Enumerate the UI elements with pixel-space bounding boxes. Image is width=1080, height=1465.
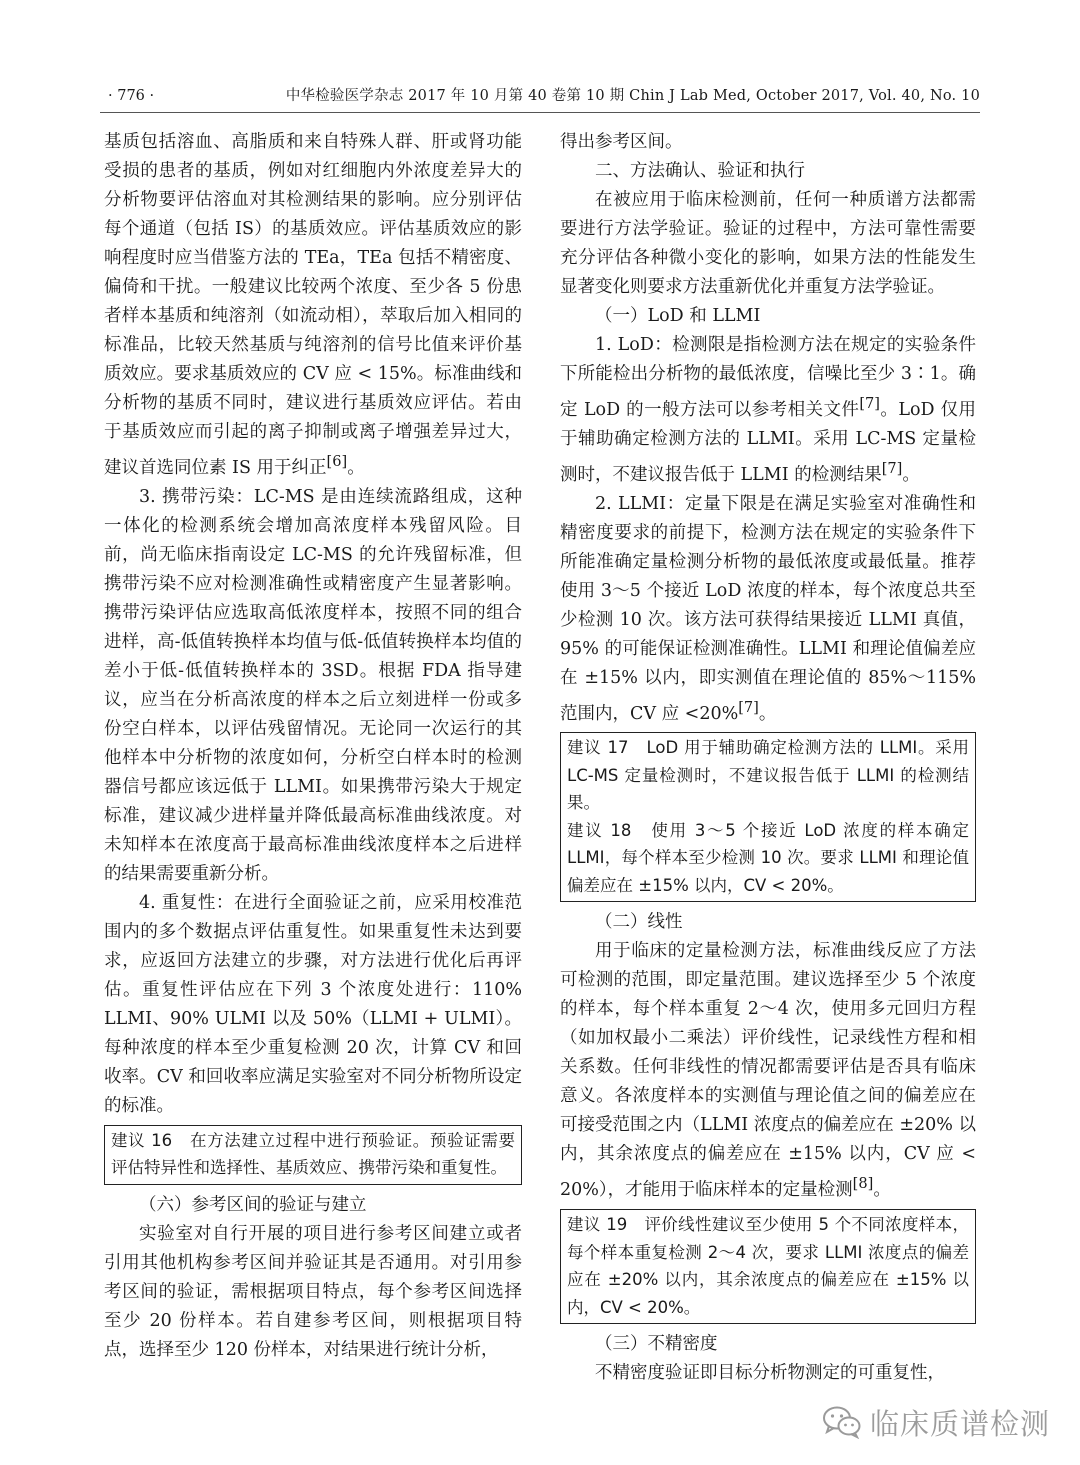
section-heading-imprecision: （三）不精密度 — [595, 1334, 718, 1355]
section-heading-lod-llmi: （一）LoD 和 LLMI — [595, 306, 761, 326]
section-heading-validation: 二、方法确认、验证和执行 — [595, 161, 805, 181]
recommendation-box-17-18 — [560, 732, 976, 902]
citation-ref[interactable]: [7] — [881, 459, 903, 477]
paragraph-linearity: 用于临床的定量检测方法，标准曲线反应了方法可检测的范围，即定量范围。建议选择至少 5 个浓度的样本，每个样本重复 2～4 次，使用多元回归方程（如加权最小二乘法）评价线性，记录线性方程和相关系数。任何非线性的情况都需要评估是否具有临床意义。各浓度样本的实测值与理论值之间的偏差应在可接受范围之内（LLMI 浓度点的偏差应在 ±20% 以内，其余浓度点的偏差应在 ±15% 以内，CV 应 < 20%），才能用于临床样本的定量检测[8]。 — [560, 941, 976, 1201]
paragraph-reference-interval: 实验室对自行开展的项目进行参考区间建立或者引用其他机构参考区间并验证其是否通用。对引用参考区间的验证，需根据项目特点，每个参考区间选择至少 20 份样本。若自建参考区间，则根据项目特点，选择至少 120 份样本，对结果进行统计分析， — [104, 1223, 522, 1360]
journal-citation: 中华检验医学杂志 2017 年 10 月第 40 卷第 10 期 Chin J Lab Med, October 2017, Vol. 40, No. 10 — [285, 88, 980, 104]
paragraph-carryover: 3. 携带污染：LC-MS 是由连续流路组成，这种一体化的检测系统会增加高浓度样本残留风险。目前，尚无临床指南设定 LC-MS 的允许残留标准，但携带污染不应对检测准确性或精密度产生显著影响。携带污染评估应选取高低浓度样本，按照不同的组合进样，高-低值转换样本均值与低-低值转换样本均值的差小于低-低值转换样本的 3SD。根据 FDA 指导建议，应当在分析高浓度的样本之后立刻进样一份或多份空白样本，以评估残留情况。无论同一次运行的其他样本中分析物的浓度如何，分析空白样本时的检测器信号都应该远低于 LLMI。如果携带污染大于规定标准，建议减少进样量并降低最高标准曲线浓度。对未知样本在浓度高于最高标准曲线浓度样本之后进样的结果需要重新分析。 — [104, 486, 522, 884]
citation-ref[interactable]: [8] — [852, 1175, 874, 1193]
recommendation-19-text: 建议 19 评价线性建议至少使用 5 个不同浓度样本，每个样本重复检测 2～4 次，要求 LLMI 浓度点的偏差应在 ±20% 以内，其余浓度点的偏差应在 ±15% 以内，CV < 20%。 — [567, 1215, 969, 1317]
section-heading-reference-interval: （六）参考区间的验证与建立 — [139, 1194, 367, 1215]
right-column — [560, 128, 976, 1388]
recommendation-box-19 — [560, 1209, 976, 1324]
page-number: · 776 · — [108, 88, 155, 104]
wechat-icon — [822, 1405, 862, 1439]
recommendation-box-16 — [104, 1125, 522, 1185]
citation-ref[interactable]: [7] — [859, 395, 880, 412]
paragraph-continuation: 得出参考区间。 — [560, 132, 683, 152]
paragraph-repeatability: 4. 重复性：在进行全面验证之前，应采用校准范围内的多个数据点评估重复性。如果重复性未达到要求，应返回方法建立的步骤，对方法进行优化后再评估。重复性评估应在下列 3 个浓度处进行：110% LLMI、90% ULMI 以及 50%（LLMI + ULMI）。每种浓度的样本至少重复检测 20 次，计算 CV 和回收率。CV 和回收率应满足实验室对不同分析物所设定的标准。 — [104, 892, 522, 1116]
paragraph-lod: 1. LoD：检测限是指检测方法在规定的实验条件下所能检出分析物的最低浓度，信噪比至少 3∶1。确定 LoD 的一般方法可以参考相关文件[7]。LoD 仅用于辅助确定检测方法的 LLMI。采用 LC-MS 定量检测时，不建议报告低于 LLMI 的检测结果[7]。 — [560, 335, 976, 485]
watermark-text: 临床质谱检测 — [869, 1406, 1050, 1441]
section-heading-linearity: （二）线性 — [595, 912, 683, 933]
running-header — [108, 84, 980, 108]
paragraph-imprecision: 不精密度验证即目标分析物测定的可重复性， — [595, 1363, 945, 1384]
citation-ref[interactable]: [7] — [738, 698, 759, 716]
left-column — [104, 128, 522, 1365]
watermark — [822, 1399, 1050, 1445]
recommendation-18-text: 建议 18 使用 3～5 个接近 LoD 浓度的样本确定 LLMI，每个样本至少检测 10 次。要求 LLMI 和理论值偏差应在 ±15% 以内，CV < 20%。 — [567, 820, 969, 895]
paragraph-matrix-effect: 基质包括溶血、高脂质和来自特殊人群、肝或肾功能受损的患者的基质，例如对红细胞内外浓度差异大的分析物要评估溶血对其检测结果的影响。应分别评估每个通道（包括 IS）的基质效应。评估基质效应的影响程度时应当借鉴方法的 TEa，TEa 包括不精密度、偏倚和干扰。一般建议比较两个浓度、至少各 5 份患者样本基质和纯溶剂（如流动相），萃取后加入相同的标准品，比较天然基质与纯溶剂的信号比值来评价基质效应。要求基质效应的 CV 应 < 15%。标准曲线和分析物的基质不同时，建议进行基质效应评估。若由于基质效应而引起的离子抑制或离子增强差异过大，建议首选同位素 IS 用于纠正[6]。 — [104, 132, 522, 478]
paragraph-llmi: 2. LLMI：定量下限是在满足实验室对准确性和精密度要求的前提下，检测方法在规定的实验条件下所能准确定量检测分析物的最低浓度或最低量。推荐使用 3～5 个接近 LoD 浓度的样本，每个浓度总共至少检测 10 次。该方法可获得结果接近 LLMI 真值，95% 的可能保证检测准确性。LLMI 和理论值偏差应在 ±15% 以内，即实测值在理论值的 85%～115% 范围内，CV 应 <20%[7]。 — [560, 493, 976, 724]
citation-ref[interactable]: [6] — [326, 453, 348, 470]
recommendation-17-text: 建议 17 LoD 用于辅助确定检测方法的 LLMI。采用 LC-MS 定量检测时，不建议报告低于 LLMI 的检测结果。 — [567, 738, 969, 813]
header-divider — [100, 112, 980, 113]
paragraph-validation-intro: 在被应用于临床检测前，任何一种质谱方法都需要进行方法学验证。验证的过程中，方法可靠性需要充分评估各种微小变化的影响，如果方法的性能发生显著变化则要求方法重新优化并重复方法学验证。 — [560, 190, 976, 297]
recommendation-16-text: 建议 16 在方法建立过程中进行预验证。预验证需要评估特异性和选择性、基质效应、携带污染和重复性。 — [111, 1130, 515, 1178]
